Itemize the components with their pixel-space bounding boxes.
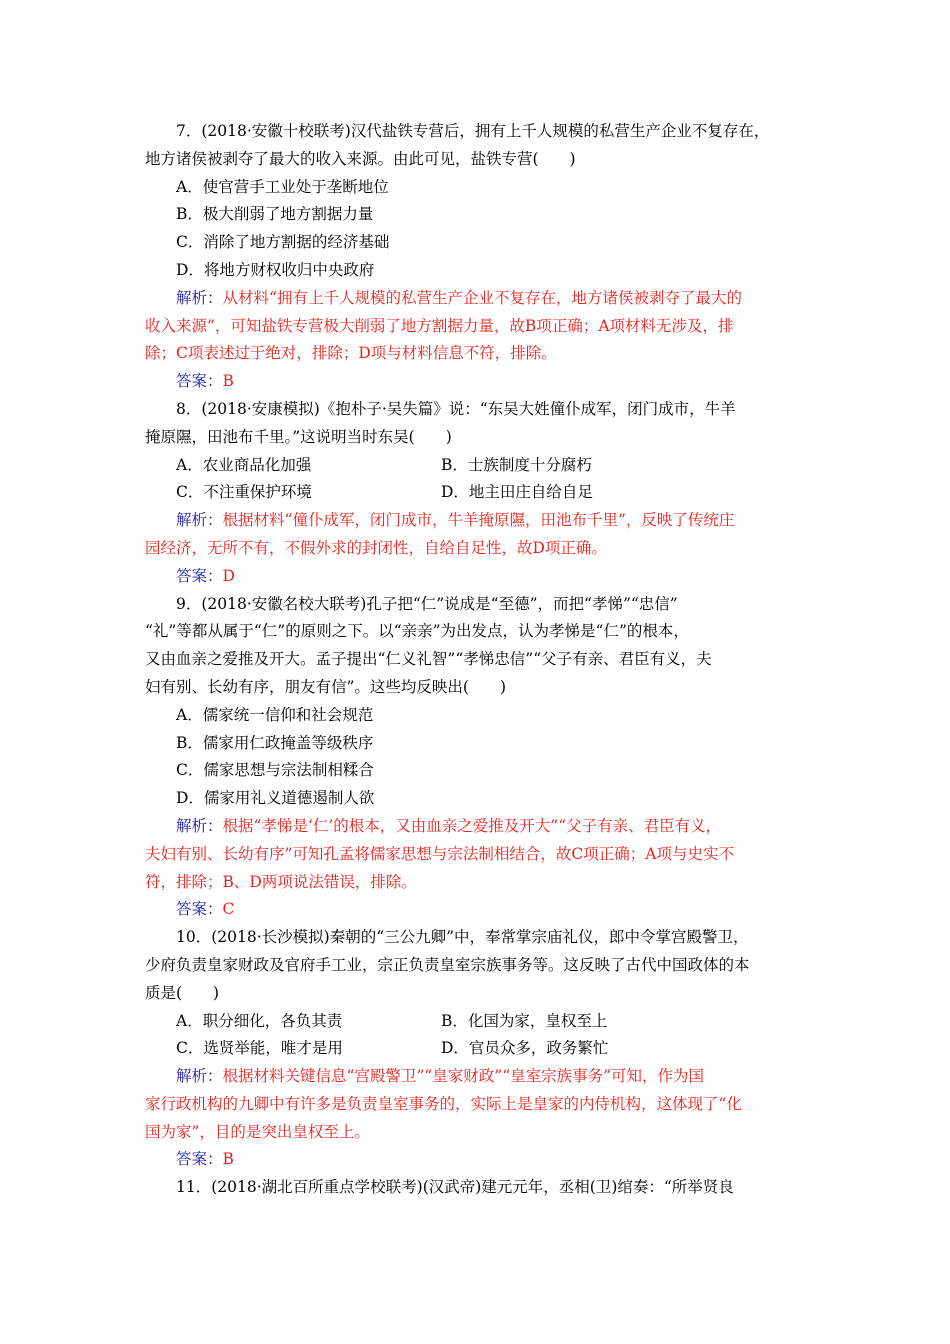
question-8-answer — [145, 563, 813, 591]
question-7-option-b: B．极大削弱了地方割据力量 — [176, 205, 374, 224]
question-7-analysis-line-1 — [145, 285, 813, 313]
question-10-options-row-2 — [145, 1035, 813, 1063]
question-10-option-a: A．职分细化，各负其责 — [176, 1011, 343, 1030]
question-10-stem-line-2: 少府负责皇家财政及官府手工业，宗正负责皇室宗族事务等。这反映了古代中国政体的本 — [145, 955, 750, 974]
question-7-option-a: A．使官营手工业处于垄断地位 — [176, 177, 389, 196]
question-9-stem-line-2: “礼”等都从属于“仁”的原则之下。以“亲亲”为出发点，认为孝悌是“仁”的根本， — [145, 622, 689, 641]
question-7-analysis-line-2: 收入来源”，可知盐铁专营极大削弱了地方割据力量，故B项正确；A项材料无涉及，排 — [145, 316, 734, 335]
answer-value: D — [222, 566, 235, 585]
answer-value: C — [222, 900, 235, 919]
question-10-stem-line-3: 质是( ) — [145, 983, 220, 1002]
question-9-analysis-line-2: 夫妇有别、长幼有序”可知孔孟将儒家思想与宗法制相结合，故C项正确；A项与史实不 — [145, 844, 734, 863]
answer-label: 答案： — [176, 566, 223, 585]
question-10-answer — [145, 1146, 813, 1174]
analysis-label: 解析： — [176, 511, 223, 530]
question-8-option-c: C．不注重保护环境 — [176, 483, 312, 502]
question-10-analysis-line-3: 国为家”，目的是突出皇权至上。 — [145, 1122, 370, 1141]
answer-label: 答案： — [176, 372, 223, 391]
answer-value: B — [222, 1150, 234, 1169]
question-9-stem-line-1: 9．(2018·安徽名校大联考)孔子把“仁”说成是“至德”，而把“孝悌”“忠信” — [176, 594, 678, 613]
answer-label: 答案： — [176, 1150, 223, 1169]
question-7-stem-line-2: 地方诸侯被剥夺了最大的收入来源。由此可见，盐铁专营( ) — [145, 149, 576, 168]
question-8-stem-line-2: 掩原隰，田池布千里。”这说明当时东吴( ) — [145, 427, 452, 446]
analysis-text: 根据“孝悌是‘仁’的根本，又由血亲之爱推及开大”“父子有亲、君臣有义， — [222, 816, 722, 835]
document-page — [145, 118, 813, 1202]
question-8-analysis-line-1 — [145, 507, 813, 535]
question-8-analysis-line-2: 园经济，无所不有，不假外求的封闭性，自给自足性，故D项正确。 — [145, 538, 607, 557]
question-11-stem-line-1: 11．(2018·湖北百所重点学校联考)(汉武帝)建元元年，丞相(卫)绾奏：“所举贤良 — [176, 1178, 734, 1197]
question-9-stem-line-4: 妇有别、长幼有序，朋友有信”。这些均反映出( ) — [145, 677, 507, 696]
question-10-option-b: B．化国为家，皇权至上 — [441, 1011, 608, 1030]
question-8-option-b: B．士族制度十分腐朽 — [441, 455, 592, 474]
question-8-option-d: D．地主田庄自给自足 — [441, 483, 593, 502]
question-8-options-row-1 — [145, 452, 813, 480]
question-7-option-d: D．将地方财权收归中央政府 — [176, 260, 375, 279]
question-8-options-row-2 — [145, 479, 813, 507]
analysis-text: 从材料“拥有上千人规模的私营生产企业不复存在，地方诸侯被剥夺了最大的 — [222, 288, 742, 307]
question-9-option-d: D．儒家用礼义道德遏制人欲 — [176, 789, 375, 808]
question-8-stem-line-1: 8．(2018·安康模拟)《抱朴子·吴失篇》说：“东吴大姓僮仆成军，闭门成市，牛羊 — [176, 399, 736, 418]
question-7-stem-line-1: 7．(2018·安徽十校联考)汉代盐铁专营后，拥有上千人规模的私营生产企业不复存在， — [176, 122, 770, 140]
analysis-label: 解析： — [176, 1067, 223, 1086]
question-9-analysis-line-1 — [145, 813, 813, 841]
question-10-option-d: D．官员众多，政务繁忙 — [441, 1039, 609, 1058]
analysis-label: 解析： — [176, 288, 223, 307]
question-7-option-c: C．消除了地方割据的经济基础 — [176, 233, 390, 252]
question-9-answer — [145, 896, 813, 924]
question-10-analysis-line-2: 家行政机构的九卿中有许多是负责皇室事务的，实际上是皇家的内侍机构，这体现了“化 — [145, 1094, 742, 1113]
question-9-option-c: C．儒家思想与宗法制相糅合 — [176, 761, 374, 780]
analysis-text: 根据材料关键信息“宫殿警卫”“皇家财政”“皇室宗族事务”可知，作为国 — [222, 1067, 705, 1086]
question-10-analysis-line-1 — [145, 1063, 813, 1091]
question-8-option-a: A．农业商品化加强 — [176, 455, 312, 474]
question-10-options-row-1 — [145, 1008, 813, 1036]
question-7-answer — [145, 368, 813, 396]
answer-value: B — [222, 372, 234, 391]
question-9-analysis-line-3: 符，排除；B、D两项说法错误，排除。 — [145, 872, 417, 891]
question-7-analysis-line-3: 除；C项表述过于绝对，排除；D项与材料信息不符，排除。 — [145, 344, 557, 363]
answer-label: 答案： — [176, 900, 223, 919]
analysis-label: 解析： — [176, 816, 223, 835]
question-10-option-c: C．选贤举能，唯才是用 — [176, 1039, 343, 1058]
question-9-option-b: B．儒家用仁政掩盖等级秩序 — [176, 733, 374, 752]
question-9-option-a: A．儒家统一信仰和社会规范 — [176, 705, 374, 724]
question-9-stem-line-3: 又由血亲之爱推及开大。孟子提出“仁义礼智”“孝悌忠信”“父子有亲、君臣有义，夫 — [145, 650, 712, 669]
question-10-stem-line-1: 10．(2018·长沙模拟)秦朝的“三公九卿”中，奉常掌宗庙礼仪，郎中令掌宫殿警卫， — [176, 928, 749, 947]
analysis-text: 根据材料“僮仆成军，闭门成市，牛羊掩原隰，田池布千里”，反映了传统庄 — [222, 511, 735, 530]
